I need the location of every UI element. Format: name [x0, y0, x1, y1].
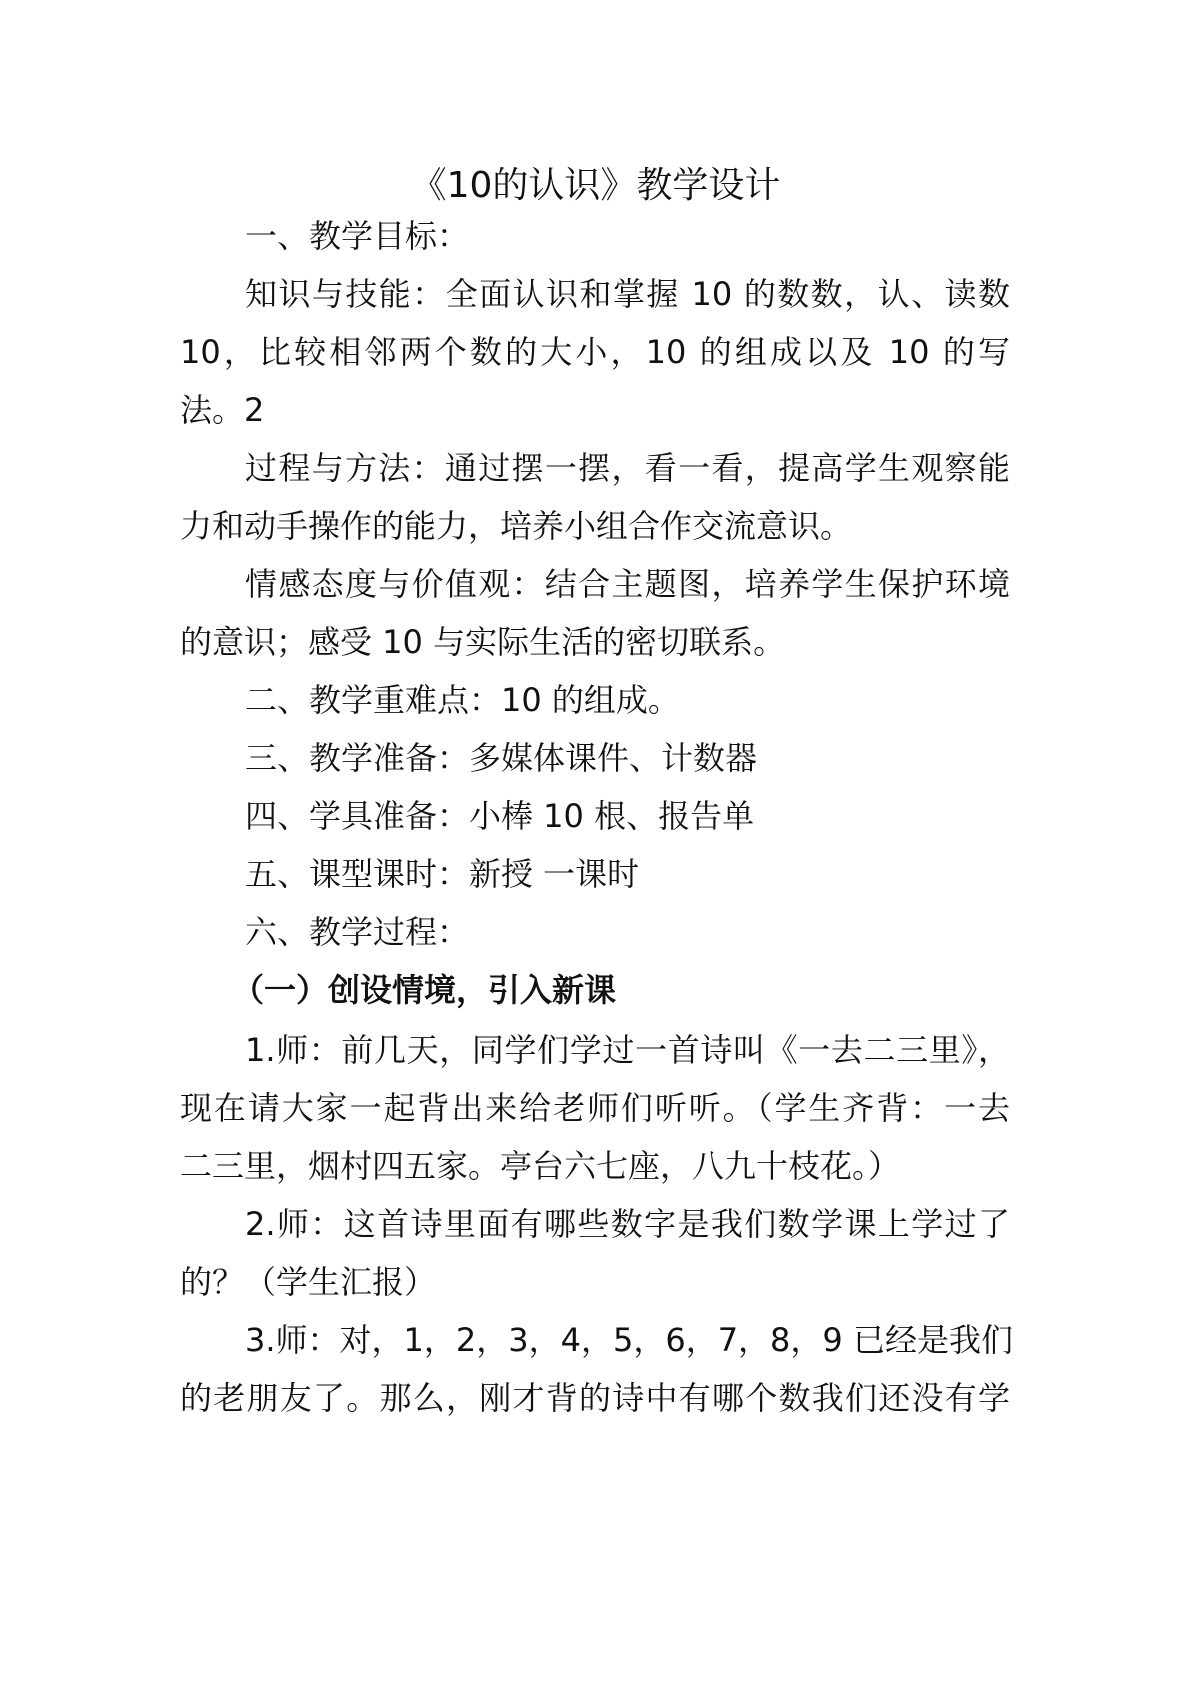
- paragraph-line: 1.师：前几天，同学们学过一首诗叫《一去二三里》，: [245, 1031, 1010, 1069]
- paragraph-line: 二三里，烟村四五家。亭台六七座，八九十枝花。）: [180, 1147, 901, 1185]
- section-heading-preparation: 三、教学准备：多媒体课件、计数器: [245, 739, 758, 777]
- paragraph-line: 力和动手操作的能力，培养小组合作交流意识。: [180, 507, 853, 545]
- section-heading-objectives: 一、教学目标：: [245, 217, 470, 255]
- paragraph-line: 10，比较相邻两个数的大小，10 的组成以及 10 的写: [180, 333, 1010, 371]
- section-heading-key-points: 二、教学重难点：10 的组成。: [245, 681, 680, 719]
- paragraph-line: 过程与方法：通过摆一摆，看一看，提高学生观察能: [245, 449, 1010, 487]
- paragraph-line: 情感态度与价值观：结合主题图，培养学生保护环境: [245, 565, 1010, 603]
- document-title: 《10的认识》教学设计: [410, 165, 781, 206]
- paragraph-line: 知识与技能：全面认识和掌握 10 的数数，认、读数: [245, 275, 1010, 313]
- paragraph-line: 现在请大家一起背出来给老师们听听。（学生齐背：一去: [180, 1089, 1010, 1127]
- paragraph-line: 的意识；感受 10 与实际生活的密切联系。: [180, 623, 786, 661]
- subsection-heading: （一）创设情境，引入新课: [232, 971, 617, 1009]
- paragraph-line: 的老朋友了。那么，刚才背的诗中有哪个数我们还没有学: [180, 1379, 1010, 1417]
- section-heading-tools: 四、学具准备：小棒 10 根、报告单: [245, 797, 755, 835]
- paragraph-line: 2.师：这首诗里面有哪些数字是我们数学课上学过了: [245, 1205, 1010, 1243]
- paragraph-line: 法。2: [180, 391, 265, 429]
- paragraph-line: 3.师：对，1，2，3，4，5，6，7，8，9 已经是我们: [245, 1321, 1013, 1359]
- paragraph-line: 的？（学生汇报）: [180, 1263, 437, 1301]
- section-heading-lesson-type: 五、课型课时：新授 一课时: [245, 855, 640, 893]
- section-heading-process: 六、教学过程：: [245, 913, 470, 951]
